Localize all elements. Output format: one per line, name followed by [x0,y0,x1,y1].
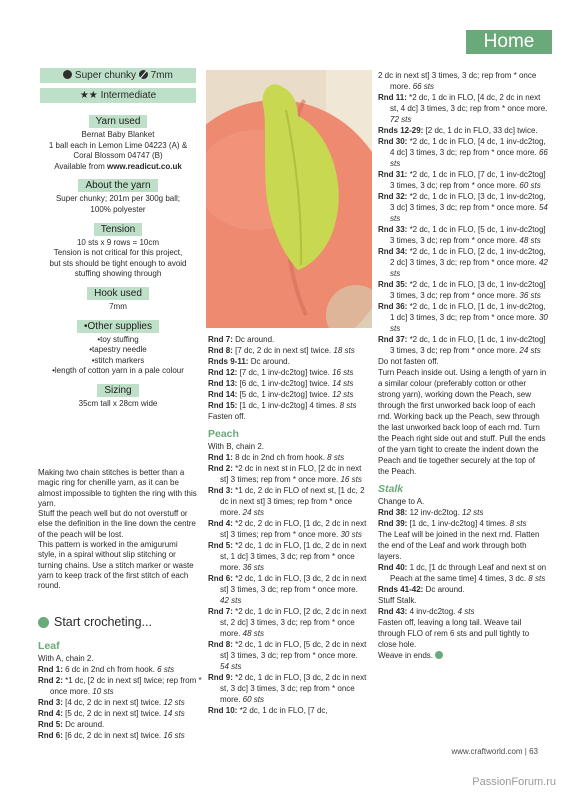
round-label: Rnd 32: [378,192,408,201]
continued-text: 2 dc in next st] 3 times, 3 dc; rep from * once more. [378,71,537,91]
yarn-availability [38,162,198,173]
tension-box [38,223,198,280]
pattern-round [208,639,368,672]
round-text: [2 dc, 1 dc in FLO, 33 dc] twice. [423,126,538,135]
round-label: Rnd 39: [378,519,408,528]
leaf-rounds-continued [208,334,368,411]
pattern-round [208,705,368,716]
round-label: Rnds 41-42: [378,585,424,594]
round-text: *2 dc, 2 dc in FLO, [1 dc, 2 dc in next st] 3 times; rep from * once more. [220,519,367,539]
leaf-setup: With A, chain 2. [38,654,94,663]
round-text: *2 dc, 1 dc in FLO, [7 dc, 1 inv-dc2tog] 3 times, 3 dc; rep from * once more. [390,170,546,190]
supply-item: • tapestry needle [38,345,198,356]
round-label: Rnd 34: [378,247,408,256]
pattern-round [378,136,548,169]
pattern-round [378,191,548,224]
pattern-round [208,452,368,463]
stitch-count: 12 sts [332,390,354,399]
pattern-round [378,246,548,279]
leaf-instructions [38,640,203,741]
other-supplies-box [38,320,198,377]
stitch-count: 54 sts [390,203,548,223]
pattern-info-sidebar [38,68,198,417]
round-text: [5 dc, 1 inv-dc2tog] twice. [237,390,333,399]
yarn-used-heading: Yarn used [89,115,148,128]
pattern-round [378,334,548,356]
about-yarn-box [38,179,198,215]
sizing-value: 35cm tall x 28cm wide [78,398,158,408]
round-label: Rnd 5: [208,541,233,550]
stitch-count: 48 sts [519,236,541,245]
round-label: Rnd 40: [378,563,408,572]
yarn-ball-icon [63,70,72,79]
stitch-count: 30 sts [390,313,548,333]
stitch-count: 8 sts [528,574,546,583]
stitch-count: 42 sts [220,596,242,605]
pattern-round [38,675,203,697]
stalk-rounds-2 [378,562,548,595]
watermark: PassionForum.ru [472,776,556,788]
stitch-count: 14 sts [163,709,185,718]
stitch-count: 16 sts [163,731,185,740]
supply-item: • length of cotton yarn in a pale colour [38,366,198,377]
supply-item: • stitch markers [38,356,198,367]
footer-site[interactable]: www.craftworld.com [451,747,523,756]
pattern-round [378,507,548,518]
right-instructions [378,70,548,661]
weave-text: Weave in ends. [378,651,433,660]
about-yarn-line: Super chunky; 201m per 300g ball; [55,194,181,204]
round-label: Rnd 4: [38,709,63,718]
skill-stars: ★★ [79,90,98,101]
pattern-round [208,356,368,367]
round-label: Rnd 15: [208,401,238,410]
pattern-round [378,301,548,334]
round-text: Dc around. [232,335,275,344]
round-label: Rnd 1: [38,665,63,674]
round-text: *2 dc, 1 dc in FLO, [3 dc, 1 inv-dc2tog] 3 times, 3 dc; rep from * once more. [390,280,546,300]
pattern-round [208,606,368,639]
round-text: [4 dc, 2 dc in next st] twice. [62,698,164,707]
stitch-count: 54 sts [220,662,242,671]
yarn-weight-hook-row [40,68,196,83]
tension-line: but sts should be tight enough to avoid [49,258,187,268]
yarn-used-box [38,115,198,172]
stitch-count: 10 sts [92,687,114,696]
intro-paragraph: This pattern is worked in the amigurumi style, in a spiral without slip stitching or turning chains. Use a stitch marker or waste yarn to keep track of the first stitch of each round. [38,540,194,591]
pattern-round [38,730,203,741]
peach-rounds [208,452,368,716]
pattern-round [38,708,203,719]
round-text: *2 dc, 1 dc in FLO, [3 dc, 1 inv-dc2tog, 3 dc] 3 times, 3 dc; rep from * once more. [390,192,546,212]
round-text: *2 dc, 1 dc in FLO, [1 dc, 1 inv-dc2tog] 3 times, 3 dc; rep from * once more. [390,335,546,355]
stitch-count: 24 sts [519,346,541,355]
pattern-round [378,169,548,191]
leaf-fasten-off: Fasten off. [208,412,246,421]
tension-heading: Tension [94,223,142,236]
pattern-round [208,367,368,378]
pattern-round [378,92,548,125]
round-label: Rnd 36: [378,302,408,311]
round-label: Rnd 43: [378,607,408,616]
section-tab-home: Home [466,30,552,54]
intro-notes [38,468,198,592]
stalk-note: The Leaf will be joined in the next rnd. Flatten the end of the Leaf and work through both layers. [378,530,540,561]
end-marker-icon [435,651,443,659]
stitch-count: 4 sts [457,607,475,616]
tension-line: 10 sts x 9 rows = 10cm [76,237,160,247]
pattern-round [208,672,368,705]
hook-used-value: 7mm [109,301,127,311]
middle-instructions [208,334,368,716]
stitch-count: 48 sts [242,629,265,638]
stitch-count: 72 sts [390,115,412,124]
skill-level-row [40,88,196,103]
start-heading-text: Start crocheting... [54,615,152,629]
tension-line: Tension is not critical for this project, [53,248,183,258]
pattern-round [208,463,368,485]
stalk-fasten-off: Fasten off, leaving a long tail. Weave tail through FLO of rem 6 sts and pull tightly to close hole. [378,618,530,649]
round-text: [1 dc, 1 inv-dc2tog] 4 times. [407,519,510,528]
pattern-round [378,279,548,301]
pattern-round [38,664,203,675]
stitch-count: 66 sts [412,82,435,91]
round-text: *1 dc, [2 dc in next st] twice; rep from * once more. [50,676,202,696]
stitch-count: 14 sts [332,379,354,388]
stitch-count: 36 sts [519,291,541,300]
pattern-round [378,125,548,136]
round-label: Rnd 1: [208,453,233,462]
stalk-title: Stalk [378,483,404,495]
start-crocheting-heading [38,615,152,629]
round-text: *2 dc, 1 dc in FLO, [1 dc, 1 inv-dc2tog, 1 dc] 3 times, 3 dc; rep from * once more. [390,302,546,322]
sizing-heading: Sizing [97,384,138,397]
peach-finishing-text: Turn Peach inside out. Using a length of yarn in a similar colour (preferably cotton or other strong yarn), working down the Peach, sew through the first unworked back loop of each rnd. Working back up the Peach, sew through the last unworked back loop of each rnd. Turn the Peach right side out and stuff. Pull the ends of the yarn tight to create the indent down the Peach and tie together securely at the top of the Peach. [378,368,547,476]
round-label: Rnd 2: [208,464,233,473]
peach-illustration [206,70,372,328]
round-text: 1 dc, [1 dc through Leaf and next st on Peach at the same time] 4 times, 3 dc. [390,563,547,583]
round-label: Rnd 8: [208,640,233,649]
hook-used-box [38,287,198,313]
round-text: [7 dc, 2 dc in next st] twice. [232,346,334,355]
round-label: Rnd 6: [38,731,63,740]
round-label: Rnd 31: [378,170,408,179]
pattern-round [208,378,368,389]
yarn-ball-icon [38,617,49,628]
round-label: Rnd 6: [208,574,233,583]
round-text: 12 inv-dc2tog. [407,508,463,517]
pattern-round [208,400,368,411]
pattern-round [208,518,368,540]
round-text: 6 dc in 2nd ch from hook. [62,665,158,674]
pattern-round [208,345,368,356]
about-yarn-heading: About the yarn [78,179,157,192]
round-text: Dc around. [423,585,465,594]
round-text: [5 dc, 2 dc in next st] twice. [62,709,164,718]
hook-used-heading: Hook used [87,287,149,300]
stalk-setup: Change to A. [378,497,425,506]
round-text: *2 dc, 1 dc in FLO, [2 dc, 1 inv-dc2tog, 2 dc] 3 times, 3 dc; rep from * once more. [390,247,546,267]
peach-title: Peach [208,428,239,440]
leaf-title: Leaf [38,640,60,652]
hook-size: 7mm [150,70,173,81]
stitch-count: 24 sts [242,508,265,517]
round-text: 4 inv-dc2tog. [407,607,458,616]
pattern-round [208,573,368,606]
round-text: *2 dc, 1 dc in FLO, [3 dc, 2 dc in next st, 3 dc] 3 times, 3 dc; rep from * once more. [220,673,367,704]
pattern-round [208,485,368,518]
intro-paragraph: Making two chain stitches is better than a magic ring for chenille yarn, as it can be almost impossible to tighten the ring with this yarn. [38,468,197,508]
round-text: *2 dc, 1 dc in FLO, [5 dc, 1 inv-dc2tog] 3 times, 3 dc; rep from * once more. [390,225,546,245]
stitch-count: 8 sts [339,401,357,410]
round-text: Dc around. [62,720,105,729]
yarn-used-line: 1 ball each in Lemon Lime 04223 (A) & [48,140,188,150]
stitch-count: 16 sts [340,475,362,484]
stitch-count: 12 sts [462,508,484,517]
skill-level: Intermediate [100,90,157,101]
round-label: Rnd 11: [378,93,407,102]
round-text: [6 dc, 1 inv-dc2tog] twice. [237,379,333,388]
round-text: *2 dc, 1 dc in FLO, [4 dc, 1 inv-dc2tog, 4 dc] 3 times, 3 dc; rep from * once more. [390,137,546,157]
round-label: Rnd 9: [208,673,233,682]
stitch-count: 12 sts [163,698,185,707]
tension-line: stuffing showing through [74,269,162,279]
round-label: Rnd 2: [38,676,63,685]
stitch-count: 8 sts [327,453,345,462]
pattern-round [38,697,203,708]
round-label: Rnds 9-11: [208,357,249,366]
do-not-fasten-off: Do not fasten off. [378,357,439,366]
yarn-used-line: Coral Blossom 04747 (B) [73,151,163,161]
round-text: *2 dc, 1 dc in FLO, [7 dc, [237,706,328,715]
round-text: 8 dc in 2nd ch from hook. [232,453,328,462]
round-label: Rnd 13: [208,379,238,388]
pattern-round [378,518,548,529]
stitch-count: 42 sts [390,258,548,278]
supplier-link[interactable]: www.readicut.co.uk [106,161,182,171]
supply-item: • toy stuffing [38,335,198,346]
sizing-box [38,384,198,410]
stitch-count: 36 sts [242,563,265,572]
page-footer: www.craftworld.com | 63 [451,747,538,756]
peach-setup: With B, chain 2. [208,442,265,451]
stalk-rounds-3 [378,606,548,617]
round-text: *2 dc, 1 dc in FLO, [1 dc, 2 dc in next st, 1 dc] 3 times, 3 dc; rep from * once more. [220,541,367,572]
peach-photo [206,70,372,328]
weave-in-ends [378,650,548,661]
pattern-round [378,562,548,584]
round-text: [1 dc, 1 inv-dc2tog] 4 times. [237,401,340,410]
availability-text: Available from [54,161,105,171]
peach-round-continued [378,70,548,92]
round-label: Rnd 33: [378,225,408,234]
stitch-count: 6 sts [157,665,175,674]
other-supplies-heading: • Other supplies [77,320,159,333]
round-label: Rnd 30: [378,137,408,146]
round-label: Rnd 5: [38,720,63,729]
round-text: *2 dc, 1 dc in FLO, [4 dc, 2 dc in next st, 4 dc] 3 times, 3 dc; rep from * once more. [390,93,548,113]
round-label: Rnd 38: [378,508,408,517]
page-number: 63 [529,747,538,756]
stitch-count: 8 sts [509,519,527,528]
round-label: Rnd 4: [208,519,233,528]
round-text: [6 dc, 2 dc in next st] twice. [62,731,164,740]
pattern-round [208,334,368,345]
stitch-count: 60 sts [519,181,541,190]
stitch-count: 16 sts [332,368,354,377]
round-text: *2 dc, 1 dc in FLO, [5 dc, 2 dc in next st] 3 times, 3 dc; rep from * once more. [220,640,367,660]
round-text: *2 dc, 1 dc in FLO, [3 dc, 2 dc in next st] 3 times, 3 dc; rep from * once more. [220,574,367,594]
pattern-round [38,719,203,730]
round-label: Rnds 12-29: [378,126,424,135]
pattern-round [378,606,548,617]
round-text: [7 dc, 1 inv-dc2tog] twice. [237,368,333,377]
hook-icon [139,70,148,79]
stitch-count: 30 sts [340,530,362,539]
round-label: Rnd 3: [208,486,233,495]
round-text: *1 dc, 2 dc in FLO of next st, [1 dc, 2 dc in next st] 3 times; rep from * once more. [220,486,365,517]
round-label: Rnd 7: [208,335,233,344]
pattern-round [378,584,548,595]
round-label: Rnd 35: [378,280,408,289]
round-text: *2 dc, 1 dc in FLO, [2 dc, 2 dc in next st, 2 dc] 3 times, 3 dc; rep from * once more. [220,607,367,638]
round-label: Rnd 10: [208,706,238,715]
round-label: Rnd 14: [208,390,238,399]
stitch-count: 18 sts [333,346,355,355]
round-label: Rnd 7: [208,607,233,616]
stitch-count: 60 sts [242,695,265,704]
pattern-round [208,389,368,400]
stalk-rounds [378,507,548,529]
leaf-rounds [38,664,203,741]
round-label: Rnd 3: [38,698,63,707]
stalk-stuff-text: Stuff Stalk. [378,596,417,605]
round-text: *2 dc in next st in FLO, [2 dc in next st] 3 times; rep from * once more. [220,464,362,484]
intro-paragraph: Stuff the peach well but do not overstuff or else the definition in the line down the centre of the peach will be lost. [38,509,196,539]
round-text: Dc around. [248,357,290,366]
yarn-used-line: Bernat Baby Blanket [81,130,155,139]
about-yarn-line: 100% polyester [90,204,146,214]
round-label: Rnd 12: [208,368,238,377]
round-label: Rnd 37: [378,335,408,344]
yarn-weight: Super chunky [74,70,137,81]
stitch-count: 66 sts [390,148,548,168]
pattern-round [208,540,368,573]
peach-rounds-continued [378,92,548,356]
round-label: Rnd 8: [208,346,233,355]
pattern-round [378,224,548,246]
